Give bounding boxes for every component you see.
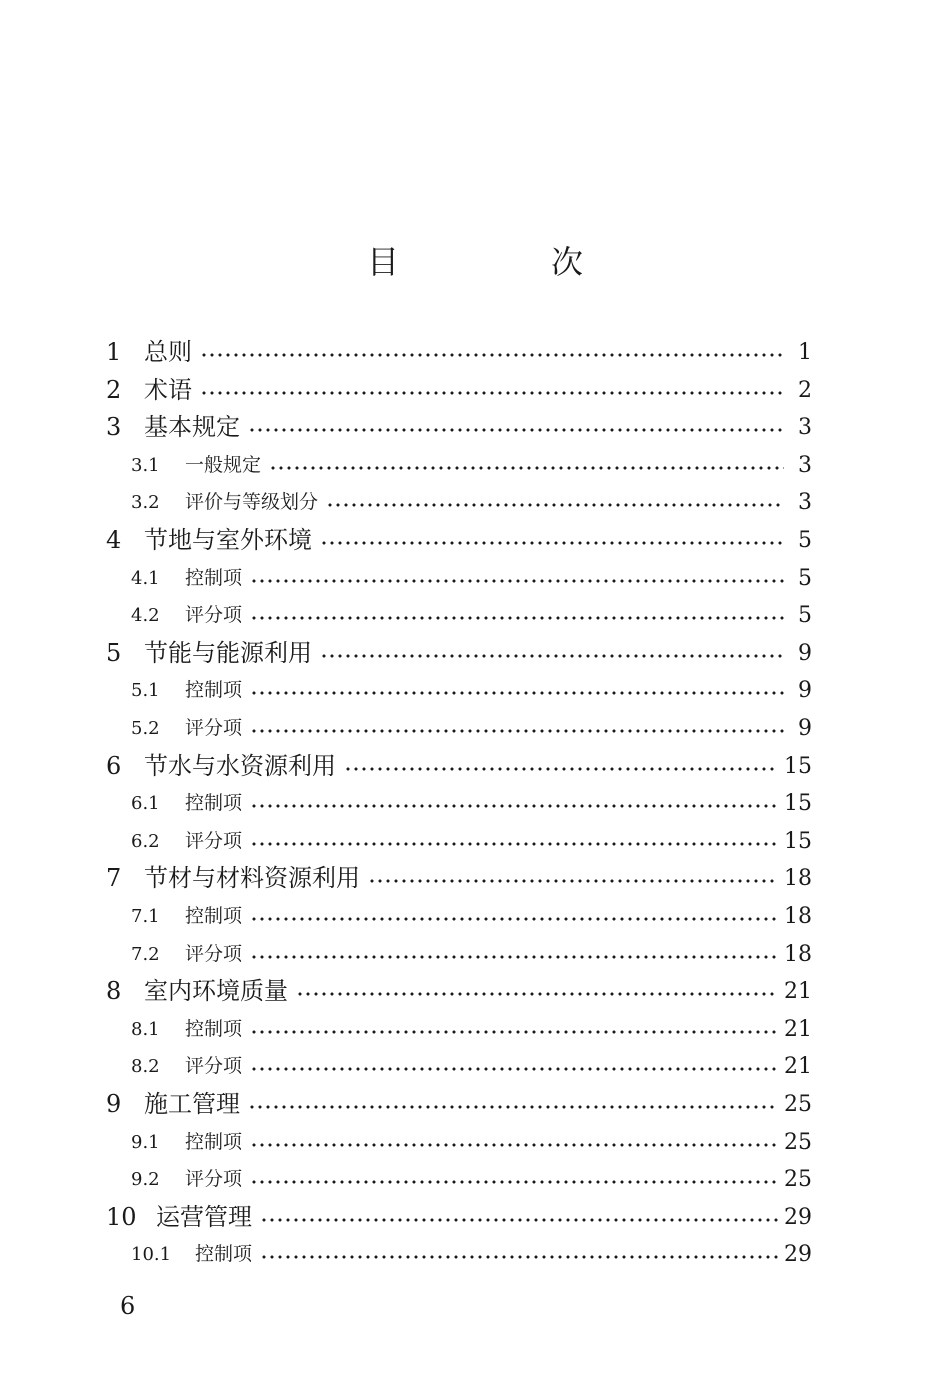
toc-entry-title: 评分项 (185, 1168, 243, 1191)
dot-leader (250, 785, 778, 822)
toc-entry-number: 6.1 (131, 793, 160, 815)
toc-entry-page: 29 (784, 1242, 812, 1268)
toc-entry-title: 一般规定 (185, 453, 262, 476)
toc-entry-page: 1 (798, 340, 812, 365)
toc-entry-title: 基本规定 (144, 413, 240, 442)
toc-entry-page: 5 (798, 603, 812, 629)
toc-entry[interactable] (0, 1199, 812, 1236)
dot-leader (250, 823, 778, 860)
dot-leader (368, 860, 778, 897)
toc-entry-number: 3.1 (131, 454, 160, 476)
toc-entry-number: 8.1 (131, 1018, 160, 1040)
toc-entry-number: 9 (106, 1090, 122, 1118)
toc-entry-number: 5.2 (131, 718, 160, 739)
toc-entry[interactable] (0, 936, 812, 973)
dot-leader (320, 635, 784, 672)
toc-entry-page: 3 (798, 490, 812, 516)
toc-entry-title: 总则 (144, 338, 192, 366)
toc-entry-page: 25 (784, 1092, 812, 1117)
dot-leader (250, 898, 778, 935)
toc-entry-page: 21 (784, 1016, 812, 1042)
toc-entry-title: 控制项 (185, 1130, 243, 1153)
toc-entry-title: 术语 (144, 375, 192, 404)
toc-entry-number: 3 (106, 413, 122, 442)
toc-entry[interactable] (0, 334, 812, 371)
toc-entry-title: 评分项 (185, 829, 243, 852)
dot-leader (250, 560, 784, 597)
toc-entry[interactable] (0, 560, 812, 597)
dot-leader (250, 1011, 778, 1048)
toc-entry-number: 10.1 (131, 1244, 172, 1266)
toc-entry-number: 7.2 (131, 943, 160, 965)
toc-entry-page: 25 (784, 1167, 812, 1193)
toc-entry-number: 6.2 (131, 830, 160, 852)
toc-entry-title: 评分项 (185, 717, 243, 739)
toc-entry-title: 节地与室外环境 (144, 526, 312, 554)
toc-entry-number: 4.1 (131, 567, 160, 589)
toc-entry-title: 运营管理 (156, 1202, 252, 1231)
toc-entry[interactable] (0, 748, 812, 785)
toc-entry-title: 控制项 (185, 1017, 243, 1040)
page-title: 目 次 (366, 243, 643, 281)
toc-entry-page: 15 (784, 828, 812, 854)
toc-entry-number: 7 (106, 864, 122, 893)
toc-entry-page: 3 (798, 452, 812, 478)
toc-entry-page: 25 (784, 1129, 812, 1155)
toc-entry-page: 29 (784, 1204, 812, 1230)
toc-entry-title: 评分项 (185, 604, 243, 627)
toc-entry-title: 室内环境质量 (144, 977, 288, 1006)
dot-leader (200, 334, 784, 371)
toc-entry-number: 4.2 (131, 605, 160, 627)
dot-leader (344, 748, 778, 785)
toc-entry-number: 5 (106, 638, 122, 667)
toc-entry-title: 评价与等级划分 (185, 491, 319, 514)
toc-entry-number: 7.1 (131, 906, 160, 927)
toc-entry-page: 5 (798, 565, 812, 591)
toc-entry[interactable] (0, 484, 812, 521)
toc-entry-title: 控制项 (195, 1243, 253, 1266)
dot-leader (250, 1048, 778, 1085)
toc-entry-page: 18 (784, 904, 812, 929)
toc-entry[interactable] (0, 973, 812, 1010)
toc-entry-number: 9.1 (131, 1131, 160, 1153)
dot-leader (320, 522, 784, 559)
toc-entry-number: 3.2 (131, 492, 160, 514)
toc-entry[interactable] (0, 372, 812, 409)
dot-leader (250, 936, 778, 973)
toc-entry-number: 5.1 (131, 680, 160, 702)
toc-entry-title: 施工管理 (144, 1090, 240, 1118)
toc-entry[interactable] (0, 409, 812, 446)
dot-leader (260, 1236, 778, 1273)
toc-entry[interactable] (0, 597, 812, 634)
toc-entry-title: 控制项 (185, 792, 243, 815)
toc-entry[interactable] (0, 1161, 812, 1198)
dot-leader (248, 1086, 778, 1123)
dot-leader (250, 710, 784, 747)
toc-entry-title: 节水与水资源利用 (144, 751, 336, 780)
page-number: 6 (120, 1292, 136, 1320)
toc-entry[interactable] (0, 785, 812, 822)
toc-entry-title: 节材与材料资源利用 (144, 864, 360, 893)
toc-entry-page: 9 (798, 678, 812, 704)
toc-entry-number: 6 (106, 751, 122, 780)
toc-entry[interactable] (0, 1236, 812, 1273)
toc-entry[interactable] (0, 823, 812, 860)
dot-leader (200, 372, 784, 409)
toc-entry[interactable] (0, 710, 812, 747)
toc-entry[interactable] (0, 1124, 812, 1161)
toc-entry-number: 4 (106, 526, 122, 554)
toc-entry-number: 1 (106, 338, 122, 366)
dot-leader (250, 1161, 778, 1198)
toc-entry-title: 评分项 (185, 942, 243, 965)
toc-entry-page: 21 (784, 1054, 812, 1080)
toc-entry-page: 3 (798, 415, 812, 441)
dot-leader (269, 447, 784, 484)
toc-entry-page: 9 (798, 640, 812, 666)
toc-entry-title: 评分项 (185, 1055, 243, 1078)
toc-entry[interactable] (0, 898, 812, 935)
toc-entry[interactable] (0, 522, 812, 559)
toc-entry-page: 9 (798, 716, 812, 741)
toc-entry-page: 5 (798, 528, 812, 553)
toc-entry-page: 18 (784, 866, 812, 892)
toc-entry[interactable] (0, 860, 812, 897)
toc-entry-title: 控制项 (185, 905, 243, 927)
toc-entry-page: 2 (798, 377, 812, 403)
dot-leader (296, 973, 778, 1010)
dot-leader (250, 597, 784, 634)
toc-entry-number: 9.2 (131, 1169, 160, 1191)
dot-leader (250, 672, 784, 709)
toc-entry-number: 8.2 (131, 1056, 160, 1078)
toc-entry-page: 15 (784, 753, 812, 779)
dot-leader (326, 484, 784, 521)
toc-entry-number: 10 (106, 1202, 137, 1231)
toc-entry-page: 15 (784, 791, 812, 817)
toc-entry-title: 控制项 (185, 566, 243, 589)
toc-entry[interactable] (0, 635, 812, 672)
dot-leader (248, 409, 784, 446)
toc-entry-page: 18 (784, 941, 812, 967)
toc-entry-number: 8 (106, 977, 122, 1006)
dot-leader (250, 1124, 778, 1161)
dot-leader (260, 1199, 778, 1236)
toc-entry[interactable] (0, 1086, 812, 1123)
toc-entry[interactable] (0, 672, 812, 709)
toc-entry-title: 节能与能源利用 (144, 638, 312, 667)
toc-entry[interactable] (0, 447, 812, 484)
toc-entry[interactable] (0, 1011, 812, 1048)
toc-entry-page: 21 (784, 979, 812, 1005)
toc-entry-number: 2 (106, 375, 122, 404)
toc-entry[interactable] (0, 1048, 812, 1085)
toc-entry-title: 控制项 (185, 679, 243, 702)
